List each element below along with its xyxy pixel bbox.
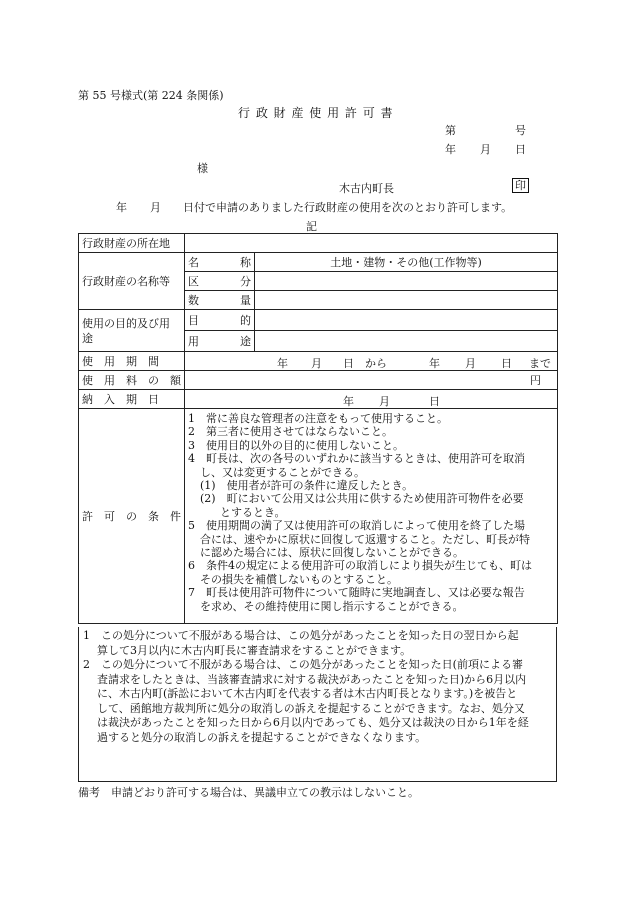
location-label: 行政財産の所在地 bbox=[79, 234, 185, 253]
quantity-label: 数 量 bbox=[185, 291, 255, 310]
notice-line: 2 この処分について不服がある場合は、この処分があったことを知った日(前項による審 bbox=[83, 658, 523, 671]
notice-line: 過すると処分の取消しの訴えを提起することができなくなります。 bbox=[97, 730, 427, 744]
ki-label: 記 bbox=[306, 220, 317, 233]
due-day: 日 bbox=[429, 395, 440, 408]
purpose-value bbox=[255, 310, 558, 331]
notice-line: 算して3月以内に木古内町長に審査請求をすることができます。 bbox=[97, 643, 412, 657]
condition-line: 4 町長は、次の各号のいずれかに該当するときは、使用許可を取消 bbox=[188, 452, 525, 466]
intro-text: 日付で申請のありました行政財産の使用を次のとおり許可します。 bbox=[183, 201, 513, 214]
issuer-name: 木古内町長 bbox=[339, 182, 394, 195]
period-from: から bbox=[365, 357, 387, 370]
appeal-notice bbox=[78, 627, 557, 782]
due-label: 納 入 期 日 bbox=[79, 390, 185, 409]
fee-label: 使 用 料 の 額 bbox=[79, 371, 185, 390]
condition-line: その損失を補償しないものとすること。 bbox=[200, 572, 398, 586]
period-day1: 日 bbox=[343, 357, 354, 370]
condition-line: を求め、その維持使用に関し指示することができる。 bbox=[200, 599, 464, 613]
purpose-label: 目 的 bbox=[185, 310, 255, 331]
conditions-label: 許 可 の 条 件 bbox=[79, 409, 185, 624]
purpose-group-label bbox=[79, 310, 185, 352]
period-label: 使 用 期 間 bbox=[79, 352, 185, 371]
due-value bbox=[185, 390, 558, 409]
purpose-group-label-line1: 使用の目的及び用 bbox=[82, 316, 170, 330]
condition-line: に認めた場合には、原状に回復しないことができる。 bbox=[200, 546, 464, 560]
date-day-label: 日 bbox=[515, 143, 526, 156]
fee-value bbox=[185, 371, 558, 390]
document-title: 行 政 財 産 使 用 許 可 書 bbox=[238, 106, 394, 120]
due-month: 月 bbox=[379, 395, 390, 408]
condition-line: 合には、速やかに原状に回復して返還すること。ただし、町長が特 bbox=[200, 532, 530, 546]
notice-line: して、函館地方裁判所に処分の取消しの訴えを提起することができます。なお、処分又 bbox=[97, 701, 525, 715]
condition-line: 1 常に善良な管理者の注意をもって使用すること。 bbox=[188, 412, 448, 425]
condition-line: 7 町長は使用許可物件について随時に実地調査し、又は必要な報告 bbox=[188, 586, 525, 600]
name-group-label: 行政財産の名称等 bbox=[79, 253, 185, 310]
condition-line: 3 使用目的以外の目的に使用しないこと。 bbox=[188, 438, 404, 452]
condition-line: し、又は変更することができる。 bbox=[200, 465, 365, 479]
category-label: 区 分 bbox=[185, 272, 255, 291]
period-until: まで bbox=[529, 357, 551, 370]
quantity-value bbox=[255, 291, 558, 310]
purpose-group-label-line2: 途 bbox=[82, 331, 93, 345]
notice-line: 1 この処分について不服がある場合は、この処分があったことを知った日の翌日から起 bbox=[83, 629, 519, 642]
seal-mark: 印 bbox=[512, 178, 529, 193]
location-value bbox=[185, 234, 558, 253]
remarks: 備考 申請どおり許可する場合は、異議申立ての教示はしないこと。 bbox=[78, 786, 419, 799]
condition-line: (2) 町において公用又は公共用に供するため使用許可物件を必要 bbox=[200, 492, 524, 506]
intro-year: 年 bbox=[116, 201, 127, 214]
period-day2: 日 bbox=[501, 357, 512, 370]
use-value bbox=[255, 331, 558, 352]
period-month2: 月 bbox=[465, 357, 476, 370]
notice-line: は裁決があったことを知った日から6月以内であっても、処分又は裁決の日から1年を経 bbox=[97, 716, 529, 729]
name-value: 土地・建物・その他(工作物等) bbox=[255, 253, 558, 272]
form-number: 第 55 号様式(第 224 条関係) bbox=[78, 89, 224, 102]
date-year-label: 年 bbox=[445, 143, 456, 156]
permit-table bbox=[78, 233, 558, 624]
category-value bbox=[255, 272, 558, 291]
period-year1: 年 bbox=[277, 357, 288, 370]
condition-line: 6 条件4の規定による使用許可の取消しにより損失が生じても、町は bbox=[188, 559, 532, 573]
fee-unit: 円 bbox=[530, 374, 541, 387]
period-year2: 年 bbox=[429, 357, 440, 370]
addressee-suffix: 様 bbox=[197, 162, 208, 175]
condition-line: とするとき。 bbox=[220, 505, 286, 519]
date-month-label: 月 bbox=[480, 143, 491, 156]
condition-line: 5 使用期間の満了又は使用許可の取消しによって使用を終了した場 bbox=[188, 519, 525, 533]
conditions-value bbox=[185, 409, 558, 624]
name-label: 名 称 bbox=[185, 253, 255, 272]
number-label-go: 号 bbox=[515, 124, 526, 137]
condition-line: 2 第三者に使用させてはならないこと。 bbox=[188, 425, 393, 439]
notice-line: に、木古内町(訴訟において木古内町を代表する者は木古内町長となります。)を被告と bbox=[97, 687, 518, 700]
intro-month: 月 bbox=[150, 201, 161, 214]
number-label-dai: 第 bbox=[445, 124, 456, 137]
condition-line: (1) 使用者が許可の条件に違反したとき。 bbox=[200, 479, 414, 493]
due-year: 年 bbox=[343, 395, 354, 408]
period-value bbox=[185, 352, 558, 371]
notice-line: 査請求をしたときは、当該審査請求に対する裁決があったことを知った日)から6月以内 bbox=[97, 672, 527, 686]
use-label: 用 途 bbox=[185, 331, 255, 352]
period-month1: 月 bbox=[311, 357, 322, 370]
